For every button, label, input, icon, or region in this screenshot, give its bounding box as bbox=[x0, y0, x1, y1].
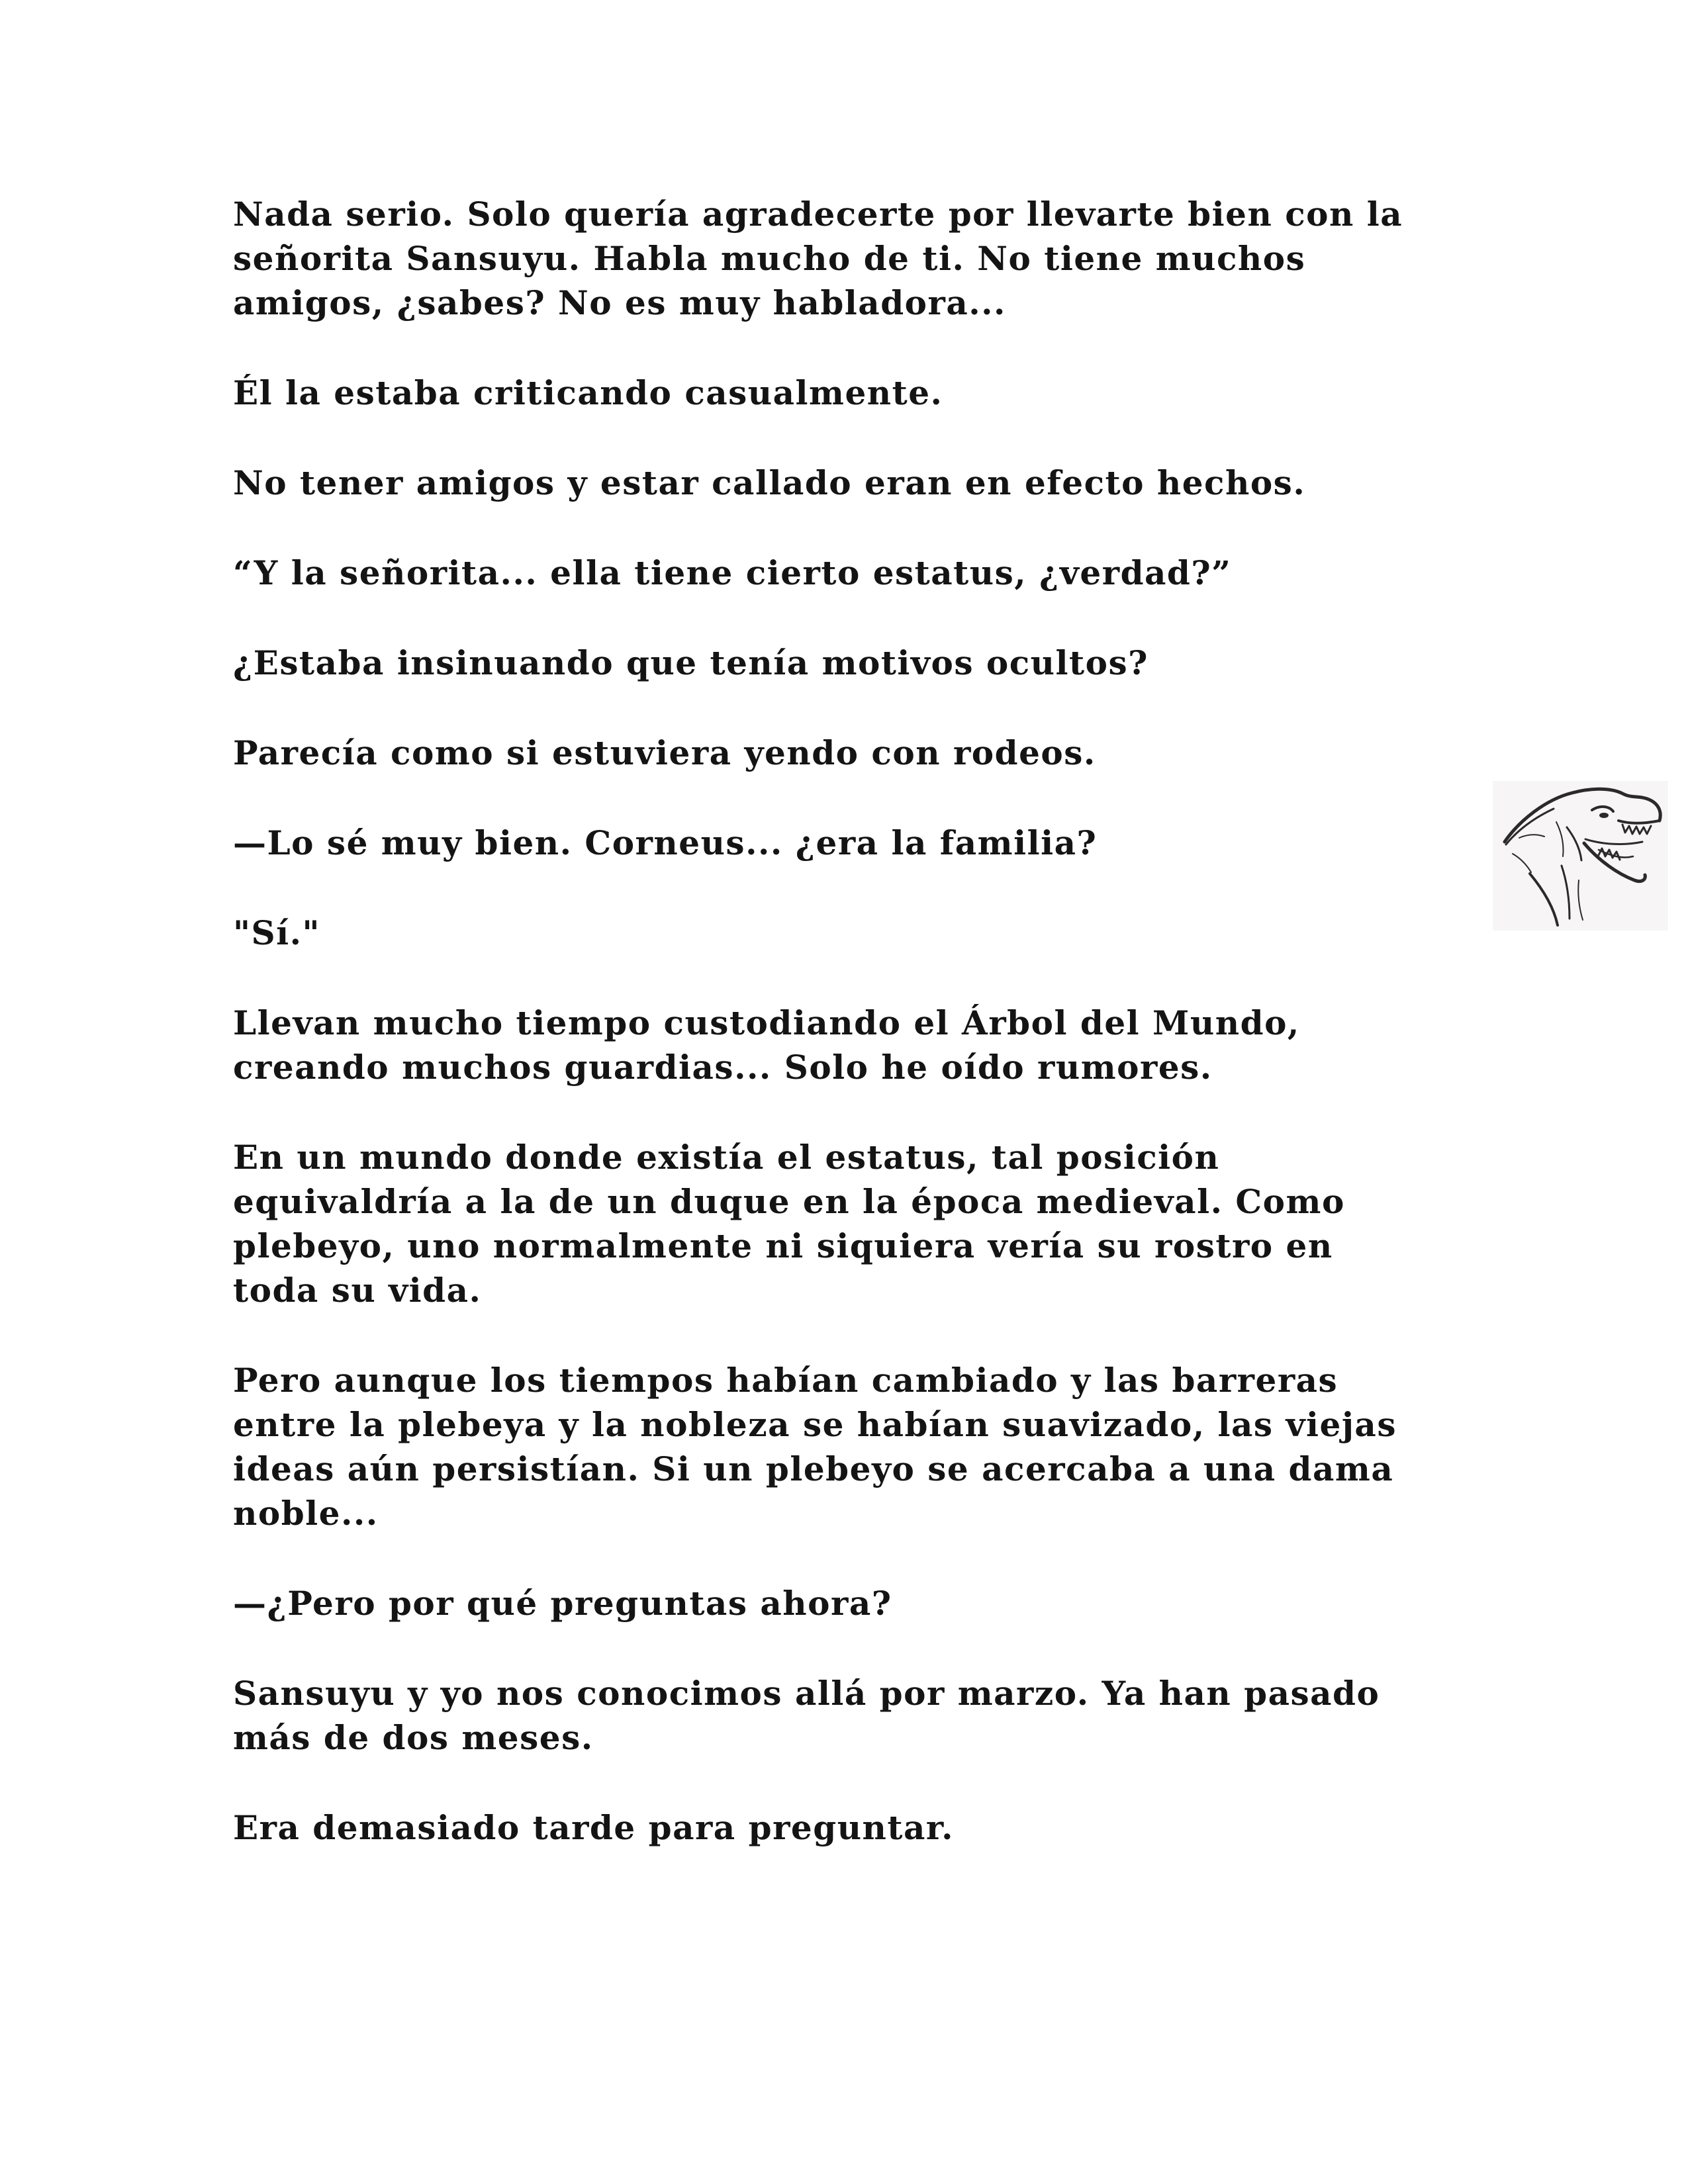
text-line: creando muchos guardias... Solo he oído rumores. bbox=[233, 1048, 1213, 1087]
paragraph-12 bbox=[233, 1581, 1425, 1625]
paragraph-8 bbox=[233, 911, 1425, 955]
text-line: Era demasiado tarde para preguntar. bbox=[233, 1808, 955, 1847]
text-line: plebeyo, uno normalmente ni siquiera vería su rostro en bbox=[233, 1226, 1333, 1265]
text-line: equivaldría a la de un duque en la época medieval. Como bbox=[233, 1182, 1345, 1221]
text-line: toda su vida. bbox=[233, 1271, 482, 1310]
text-column bbox=[233, 192, 1425, 1895]
text-line: En un mundo donde existía el estatus, tal posición bbox=[233, 1138, 1220, 1177]
text-line: “Y la señorita... ella tiene cierto estatus, ¿verdad?” bbox=[233, 553, 1232, 592]
text-line: Parecía como si estuviera yendo con rodeos. bbox=[233, 733, 1096, 772]
text-line: "Sí." bbox=[233, 913, 321, 952]
text-line: ¿Estaba insinuando que tenía motivos ocultos? bbox=[233, 643, 1149, 682]
text-line: Sansuyu y yo nos conocimos allá por marzo. Ya han pasado bbox=[233, 1674, 1380, 1713]
text-line: entre la plebeya y la nobleza se habían suavizado, las viejas bbox=[233, 1405, 1397, 1444]
text-line: ideas aún persistían. Si un plebeyo se acercaba a una dama bbox=[233, 1449, 1394, 1488]
text-line: —Lo sé muy bien. Corneus... ¿era la familia? bbox=[233, 823, 1098, 862]
paragraph-6 bbox=[233, 731, 1425, 775]
text-line: señorita Sansuyu. Habla mucho de ti. No tiene muchos bbox=[233, 239, 1306, 278]
text-line: Pero aunque los tiempos habían cambiado y las barreras bbox=[233, 1361, 1338, 1400]
text-line: noble... bbox=[233, 1494, 379, 1533]
paragraph-1 bbox=[233, 192, 1425, 325]
paragraph-13 bbox=[233, 1671, 1425, 1760]
text-line: amigos, ¿sabes? No es muy habladora... bbox=[233, 283, 1006, 322]
paragraph-3 bbox=[233, 461, 1425, 505]
text-line: Llevan mucho tiempo custodiando el Árbol del Mundo, bbox=[233, 1003, 1300, 1042]
text-line: No tener amigos y estar callado eran en efecto hechos. bbox=[233, 463, 1306, 502]
paragraph-7 bbox=[233, 821, 1425, 865]
paragraph-2 bbox=[233, 371, 1425, 415]
text-line: más de dos meses. bbox=[233, 1718, 594, 1757]
paragraph-5 bbox=[233, 641, 1425, 685]
paragraph-4 bbox=[233, 551, 1425, 595]
paragraph-11 bbox=[233, 1358, 1425, 1535]
paragraph-10 bbox=[233, 1135, 1425, 1312]
dinosaur-head-sketch-icon bbox=[1493, 781, 1668, 931]
paragraph-9 bbox=[233, 1001, 1425, 1089]
text-line: —¿Pero por qué preguntas ahora? bbox=[233, 1584, 892, 1623]
text-line: Él la estaba criticando casualmente. bbox=[233, 373, 943, 412]
paragraph-14 bbox=[233, 1805, 1425, 1850]
text-line: Nada serio. Solo quería agradecerte por llevarte bien con la bbox=[233, 195, 1403, 234]
